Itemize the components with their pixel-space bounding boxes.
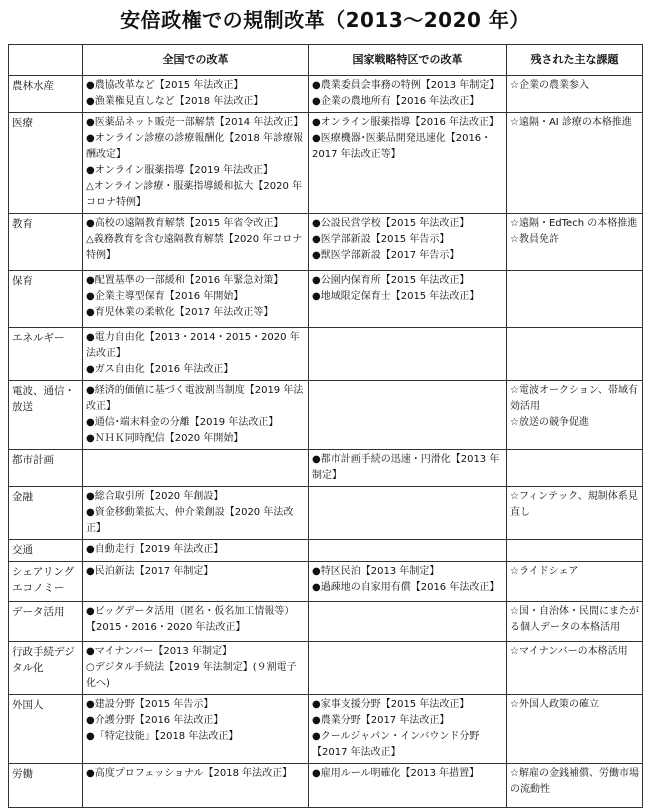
row-category: 教育: [9, 214, 83, 271]
list-item: ☆放送の競争促進: [510, 417, 589, 428]
table-row: [9, 381, 643, 450]
list-item: ☆電波オークション、帯域有効活用: [510, 385, 638, 412]
list-item: ●電力自由化【2013・2014・2015・2020 年法改正】: [86, 332, 300, 359]
list-item: ●企業主導型保育【2016 年開始】: [86, 291, 244, 302]
reform-table-container: [8, 44, 642, 808]
table-row: [9, 113, 643, 214]
cell-national: [83, 695, 309, 764]
list-item: ☆解雇の金銭補償、労働市場の流動性: [510, 768, 639, 795]
list-item: ●特区民泊【2013 年制定】: [312, 566, 440, 577]
table-row: [9, 695, 643, 764]
list-item: ●総合取引所【2020 年創設】: [86, 491, 224, 502]
list-item: ●ビッグデータ活用（匿名・仮名加工情報等）【2015・2016・2020 年法改正】: [86, 606, 295, 633]
row-category: データ活用: [9, 602, 83, 642]
table-row: [9, 271, 643, 328]
table-row: [9, 764, 643, 808]
cell-issues: [507, 764, 643, 808]
list-item: ○デジタル手続法【2019 年法制定】(９割電子化へ): [86, 662, 297, 689]
list-item: ●ガス自由化【2016 年法改正】: [86, 364, 234, 375]
list-item: ●自動走行【2019 年法改正】: [86, 544, 224, 555]
cell-national: [83, 271, 309, 328]
row-category: エネルギー: [9, 328, 83, 381]
row-category: 保育: [9, 271, 83, 328]
table-row: [9, 328, 643, 381]
list-item: ☆ライドシェア: [510, 566, 579, 577]
list-item: ●ＮＨＫ同時配信【2020 年開始】: [86, 433, 244, 444]
cell-national: [83, 113, 309, 214]
list-item: ●雇用ルール明確化【2013 年措置】: [312, 768, 480, 779]
cell-issues: [507, 562, 643, 602]
list-item: ●オンライン服薬指導【2019 年法改正】: [86, 165, 274, 176]
list-item: ☆マイナンバーの本格活用: [510, 646, 628, 657]
row-category: 農林水産: [9, 76, 83, 113]
cell-national: [83, 328, 309, 381]
list-item: ●クールジャパン・インバウンド分野【2017 年法改正】: [312, 731, 480, 758]
cell-issues: [507, 642, 643, 695]
row-category: 医療: [9, 113, 83, 214]
list-item: △義務教育を含む遠隔教育解禁【2020 年コロナ特例】: [86, 234, 303, 261]
list-item: ●配置基準の一部緩和【2016 年緊急対策】: [86, 275, 284, 286]
cell-national: [83, 450, 309, 487]
cell-issues: [507, 271, 643, 328]
list-item: ☆遠隔・EdTech の本格推進: [510, 218, 638, 229]
header-issues: 残された主な課題: [507, 45, 643, 76]
row-category: 電波、通信・放送: [9, 381, 83, 450]
cell-zone: [309, 540, 507, 562]
list-item: ●公園内保育所【2015 年法改正】: [312, 275, 470, 286]
cell-issues: [507, 450, 643, 487]
cell-zone: [309, 562, 507, 602]
cell-issues: [507, 381, 643, 450]
list-item: ●家事支援分野【2015 年法改正】: [312, 699, 470, 710]
cell-national: [83, 540, 309, 562]
cell-zone: [309, 381, 507, 450]
list-item: ●医学部新設【2015 年告示】: [312, 234, 450, 245]
cell-zone: [309, 764, 507, 808]
list-item: ●農協改革など【2015 年法改正】: [86, 80, 244, 91]
cell-zone: [309, 487, 507, 540]
table-body: [9, 76, 643, 808]
cell-national: [83, 76, 309, 113]
list-item: ●介護分野【2016 年法改正】: [86, 715, 224, 726]
cell-issues: [507, 540, 643, 562]
list-item: ☆遠隔・AI 診療の本格推進: [510, 117, 632, 128]
list-item: ●オンライン服薬指導【2016 年法改正】: [312, 117, 500, 128]
header-national: 全国での改革: [83, 45, 309, 76]
header-row: [9, 45, 643, 76]
list-item: ●資金移動業拡大、仲介業創設【2020 年法改正】: [86, 507, 294, 534]
list-item: ●医薬品ネット販売一部解禁【2014 年法改正】: [86, 117, 304, 128]
cell-national: [83, 562, 309, 602]
table-row: [9, 540, 643, 562]
cell-national: [83, 602, 309, 642]
list-item: ●高度プロフェッショナル【2018 年法改正】: [86, 768, 293, 779]
cell-zone: [309, 695, 507, 764]
cell-national: [83, 487, 309, 540]
cell-issues: [507, 214, 643, 271]
cell-zone: [309, 642, 507, 695]
list-item: ☆教員免許: [510, 234, 559, 245]
table-row: [9, 487, 643, 540]
reform-table: [8, 44, 643, 808]
row-category: 交通: [9, 540, 83, 562]
cell-zone: [309, 113, 507, 214]
cell-zone: [309, 271, 507, 328]
row-category: 外国人: [9, 695, 83, 764]
table-row: [9, 642, 643, 695]
list-item: ☆国・自治体・民間にまたがる個人データの本格活用: [510, 606, 639, 633]
list-item: ●オンライン診療の診療報酬化【2018 年診療報酬改定】: [86, 133, 304, 160]
list-item: ●地域限定保育士【2015 年法改正】: [312, 291, 480, 302]
list-item: ●マイナンバー【2013 年制定】: [86, 646, 232, 657]
cell-zone: [309, 328, 507, 381]
row-category: 労働: [9, 764, 83, 808]
cell-issues: [507, 602, 643, 642]
list-item: ☆フィンテック、規制体系見直し: [510, 491, 638, 518]
list-item: ●都市計画手続の迅速・円滑化【2013 年制定】: [312, 454, 500, 481]
list-item: ●育児休業の柔軟化【2017 年法改正等】: [86, 307, 274, 318]
table-row: [9, 602, 643, 642]
page-title: 安倍政権での規制改革（2013～2020 年）: [120, 8, 530, 32]
list-item: ●経済的価値に基づく電波割当制度【2019 年法改正】: [86, 385, 304, 412]
cell-national: [83, 642, 309, 695]
header-category: [9, 45, 83, 76]
list-item: ●過疎地の自家用有償【2016 年法改正】: [312, 582, 500, 593]
list-item: ●「特定技能」【2018 年法改正】: [86, 731, 239, 742]
list-item: ●民泊新法【2017 年制定】: [86, 566, 214, 577]
cell-issues: [507, 113, 643, 214]
cell-issues: [507, 487, 643, 540]
list-item: ●農業分野【2017 年法改正】: [312, 715, 450, 726]
list-item: ●農業委員会事務の特例【2013 年制定】: [312, 80, 500, 91]
cell-issues: [507, 695, 643, 764]
cell-national: [83, 381, 309, 450]
row-category: 金融: [9, 487, 83, 540]
cell-national: [83, 214, 309, 271]
row-category: 行政手続デジタル化: [9, 642, 83, 695]
list-item: ●獣医学部新設【2017 年告示】: [312, 250, 460, 261]
table-row: [9, 450, 643, 487]
list-item: ●高校の遠隔教育解禁【2015 年省令改正】: [86, 218, 284, 229]
list-item: △オンライン診療・服薬指導緩和拡大【2020 年コロナ特例】: [86, 181, 303, 208]
list-item: ☆企業の農業参入: [510, 80, 589, 91]
list-item: ●企業の農地所有【2016 年法改正】: [312, 96, 480, 107]
cell-national: [83, 764, 309, 808]
row-category: シェアリングエコノミー: [9, 562, 83, 602]
list-item: ☆外国人政策の確立: [510, 699, 599, 710]
list-item: ●通信･端末料金の分離【2019 年法改正】: [86, 417, 279, 428]
cell-issues: [507, 76, 643, 113]
table-row: [9, 562, 643, 602]
list-item: ●建設分野【2015 年告示】: [86, 699, 214, 710]
row-category: 都市計画: [9, 450, 83, 487]
cell-zone: [309, 214, 507, 271]
cell-zone: [309, 76, 507, 113]
cell-issues: [507, 328, 643, 381]
table-row: [9, 76, 643, 113]
table-row: [9, 214, 643, 271]
list-item: ●公設民営学校【2015 年法改正】: [312, 218, 470, 229]
list-item: ●医療機器･医薬品開発迅速化【2016・2017 年法改正等】: [312, 133, 492, 160]
list-item: ●漁業権見直しなど【2018 年法改正】: [86, 96, 264, 107]
header-zone: 国家戦略特区での改革: [309, 45, 507, 76]
cell-zone: [309, 602, 507, 642]
cell-zone: [309, 450, 507, 487]
